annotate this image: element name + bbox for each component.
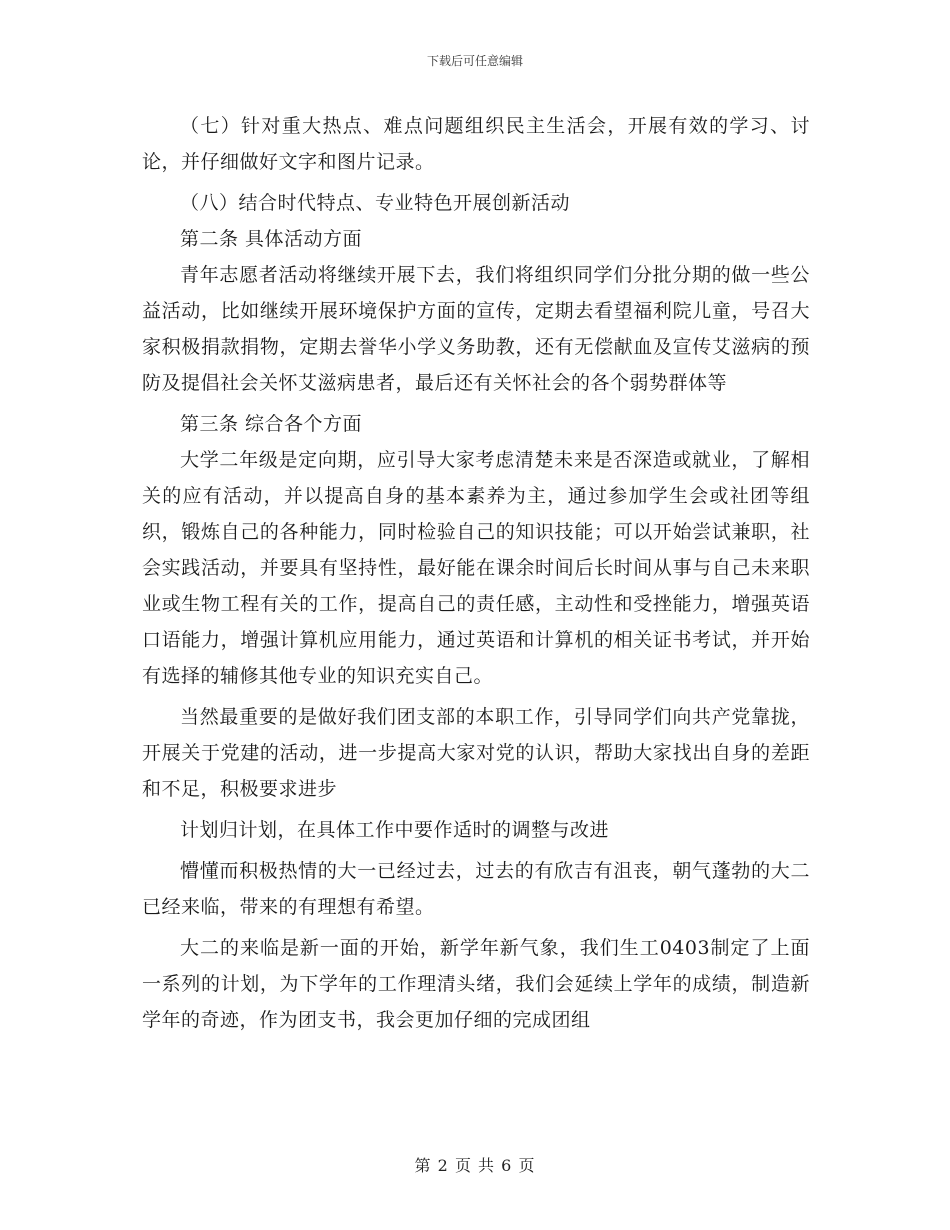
page-label-prefix: 第 — [414, 1156, 432, 1175]
page-label-total-prefix: 共 — [478, 1156, 496, 1175]
page-header: 下载后可任意编辑 — [426, 54, 523, 68]
page-number-current: 2 — [437, 1156, 449, 1175]
page-label-suffix: 页 — [518, 1156, 536, 1175]
page-footer — [0, 1153, 950, 1176]
paragraph-league-branch-work: 当然最重要的是做好我们团支部的本职工作，引导同学们向共产党靠拢，开展关于党建的活动，进一步提高大家对党的认识，帮助大家找出自身的差距和不足，积极要求进步 — [142, 706, 810, 800]
document-body — [142, 108, 810, 1038]
paragraph-item-7: （七）针对重大热点、难点问题组织民主生活会，开展有效的学习、讨论，并仔细做好文字和图片记录。 — [142, 115, 810, 173]
section-heading-article-3: 第三条 综合各个方面 — [180, 413, 363, 435]
page-number-total: 6 — [501, 1156, 513, 1175]
page-label-mid: 页 — [454, 1156, 472, 1175]
paragraph-volunteer-activities: 青年志愿者活动将继续开展下去，我们将组织同学们分批分期的做一些公益活动，比如继续开展环境保护方面的宣传，定期去看望福利院儿童，号召大家积极捐款捐物，定期去誉华小学义务助教，还有无偿献血及宣传艾滋病的预防及提倡社会关怀艾滋病患者，最后还有关怀社会的各个弱势群体等 — [142, 264, 810, 394]
paragraph-sophomore-orientation: 大学二年级是定向期，应引导大家考虑清楚未来是否深造或就业，了解相关的应有活动，并以提高自身的基本素养为主，通过参加学生会或社团等组织，锻炼自己的各种能力，同时检验自己的知识技能；可以开始尝试兼职，社会实践活动，并要具有坚持性，最好能在课余时间后长时间从事与自己未来职业或生物工程有关的工作，提高自己的责任感，主动性和受挫能力，增强英语口语能力，增强计算机应用能力，通过英语和计算机的相关证书考试，并开始有选择的辅修其他专业的知识充实自己。 — [142, 449, 810, 687]
paragraph-freshman-review: 懵懂而积极热情的大一已经过去，过去的有欣吉有沮丧，朝气蓬勃的大二已经来临，带来的有理想有希望。 — [142, 860, 810, 918]
paragraph-item-8: （八）结合时代特点、专业特色开展创新活动 — [180, 192, 571, 214]
paragraph-plan-adjustment: 计划归计划，在具体工作中要作适时的调整与改进 — [180, 819, 610, 841]
section-heading-article-2: 第二条 具体活动方面 — [180, 228, 363, 250]
paragraph-sophomore-start: 大二的来临是新一面的开始，新学年新气象，我们生工0403制定了上面一系列的计划，为下学年的工作理清头绪，我们会延续上学年的成绩，制造新学年的奇迹，作为团支书，我会更加仔细的完成团组 — [142, 937, 810, 1031]
